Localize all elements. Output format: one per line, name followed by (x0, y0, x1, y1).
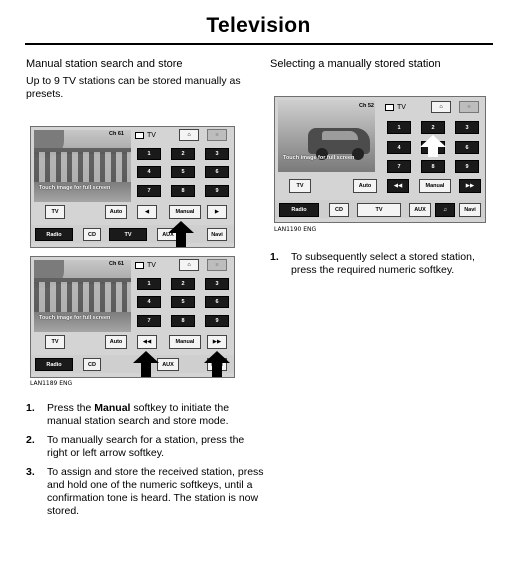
up-arrow-icon (204, 351, 230, 363)
rewind-icon: ◀◀ (142, 339, 152, 345)
cd-button[interactable]: CD (83, 358, 101, 371)
num-6[interactable]: 6 (455, 141, 479, 154)
prev-button[interactable] (137, 205, 157, 219)
num-3[interactable]: 3 (455, 121, 479, 134)
up-arrow-stem (141, 363, 151, 377)
next-button[interactable] (207, 205, 227, 219)
tv-image[interactable] (34, 260, 131, 332)
tv-icon: TV (51, 209, 59, 215)
up-arrow-stem (176, 233, 186, 247)
info-icon: ≡ (215, 132, 219, 138)
up-arrow-stem (428, 147, 438, 157)
up-arrow-stem (212, 363, 222, 377)
fast-forward-icon: ▶▶ (465, 183, 475, 189)
tv-source-button[interactable]: TV (109, 228, 147, 241)
list-item: 1. To subsequently select a stored station, press the required numeric softkey. (270, 251, 475, 276)
right-heading: Selecting a manually stored station (270, 58, 441, 70)
right-caption: LAN1190 ENG (274, 226, 317, 233)
tv-tab: TV (385, 101, 406, 113)
num-3[interactable]: 3 (205, 278, 229, 290)
manual-button[interactable]: Manual (419, 179, 451, 193)
right-steps (270, 251, 490, 283)
num-9[interactable]: 9 (455, 160, 479, 173)
num-2[interactable]: 2 (421, 121, 445, 134)
auto-button[interactable]: Auto (353, 179, 377, 193)
touch-image-label: Touch image for full screen (39, 315, 111, 321)
list-item: 1. Press the Manual softkey to initiate the manual station search and store mode. (26, 402, 230, 427)
num-3[interactable]: 3 (205, 148, 229, 160)
num-7[interactable]: 7 (137, 315, 161, 327)
left-caption: LAN1189 ENG (30, 380, 73, 387)
tv-icon-button[interactable] (289, 179, 311, 193)
skip-back-icon: ◀ (144, 209, 150, 215)
info-button[interactable] (207, 129, 227, 141)
num-4[interactable]: 4 (137, 296, 161, 308)
num-1[interactable]: 1 (137, 278, 161, 290)
num-5[interactable]: 5 (171, 296, 195, 308)
num-8[interactable]: 8 (171, 315, 195, 327)
aux-button[interactable]: AUX (409, 203, 431, 217)
num-8[interactable]: 8 (421, 160, 445, 173)
num-6[interactable]: 6 (205, 166, 229, 178)
auto-button[interactable]: Auto (105, 335, 127, 349)
channel-label: Ch 52 (359, 103, 374, 109)
num-9[interactable]: 9 (205, 185, 229, 197)
tv-tab: TV (135, 259, 156, 271)
list-item: 2. To manually search for a station, press the right or left arrow softkey. (26, 434, 245, 459)
home-icon: ⌂ (439, 104, 443, 110)
num-7[interactable]: 7 (387, 160, 411, 173)
num-7[interactable]: 7 (137, 185, 161, 197)
manual-button[interactable]: Manual (169, 335, 201, 349)
list-item: 3. To assign and store the received station, press and hold one of the numeric softkeys, until a confirmation tone is heard. The station is now stored. (26, 466, 264, 517)
left-steps (26, 402, 266, 524)
tv-image[interactable] (278, 100, 375, 172)
num-1[interactable]: 1 (387, 121, 411, 134)
info-button[interactable] (459, 101, 479, 113)
tv-tab: TV (135, 129, 156, 141)
aux-button[interactable]: AUX (157, 228, 179, 241)
num-1[interactable]: 1 (137, 148, 161, 160)
up-arrow-icon (420, 135, 446, 147)
auto-button[interactable]: Auto (105, 205, 127, 219)
num-8[interactable]: 8 (171, 185, 195, 197)
left-heading: Manual station search and store (26, 58, 183, 70)
tv-source-button[interactable]: TV (357, 203, 401, 217)
num-9[interactable]: 9 (205, 315, 229, 327)
num-5[interactable]: 5 (171, 166, 195, 178)
screen-select-station (274, 96, 486, 223)
home-button[interactable] (179, 259, 199, 271)
num-4[interactable]: 4 (387, 141, 411, 154)
title-rule (25, 43, 493, 45)
num-2[interactable]: 2 (171, 148, 195, 160)
num-2[interactable]: 2 (171, 278, 195, 290)
home-button[interactable] (431, 101, 451, 113)
tv-image[interactable] (34, 130, 131, 202)
fast-forward-button[interactable] (207, 335, 227, 349)
music-icon: ♫ (442, 207, 448, 213)
home-icon: ⌂ (187, 262, 191, 268)
tv-icon: TV (296, 183, 304, 189)
channel-label: Ch 61 (109, 131, 124, 137)
tv-icon-button[interactable] (45, 205, 65, 219)
num-4[interactable]: 4 (137, 166, 161, 178)
rewind-button[interactable] (387, 179, 409, 193)
radio-button[interactable]: Radio (35, 228, 73, 241)
media-button[interactable] (435, 203, 455, 217)
radio-button[interactable]: Radio (35, 358, 73, 371)
touch-image-label: Touch image for full screen (283, 155, 355, 161)
tv-icon: TV (51, 339, 59, 345)
tv-icon-button[interactable] (45, 335, 65, 349)
home-button[interactable] (179, 129, 199, 141)
screen-manual-search (30, 126, 235, 248)
radio-button[interactable]: Radio (279, 203, 319, 217)
channel-label: Ch 61 (109, 261, 124, 267)
navi-button[interactable]: Navi (459, 203, 481, 217)
page-title: Television (206, 14, 311, 37)
num-6[interactable]: 6 (205, 296, 229, 308)
cd-button[interactable]: CD (83, 228, 101, 241)
cd-button[interactable]: CD (329, 203, 349, 217)
left-intro: Up to 9 TV stations can be stored manually as presets. (26, 75, 241, 100)
skip-forward-icon: ▶ (214, 209, 220, 215)
rewind-icon: ◀◀ (393, 183, 403, 189)
fast-forward-button[interactable] (459, 179, 481, 193)
info-icon: ≡ (467, 104, 471, 110)
up-arrow-icon (133, 351, 159, 363)
info-button[interactable] (207, 259, 227, 271)
rewind-button[interactable] (137, 335, 157, 349)
home-icon: ⌂ (187, 132, 191, 138)
info-icon: ≡ (215, 262, 219, 268)
touch-image-label: Touch image for full screen (39, 185, 111, 191)
navi-button[interactable]: Navi (207, 228, 227, 241)
aux-button[interactable]: AUX (157, 358, 179, 371)
up-arrow-icon (168, 221, 194, 233)
screen-arrow-search (30, 256, 235, 378)
fast-forward-icon: ▶▶ (212, 339, 222, 345)
manual-button[interactable]: Manual (169, 205, 201, 219)
